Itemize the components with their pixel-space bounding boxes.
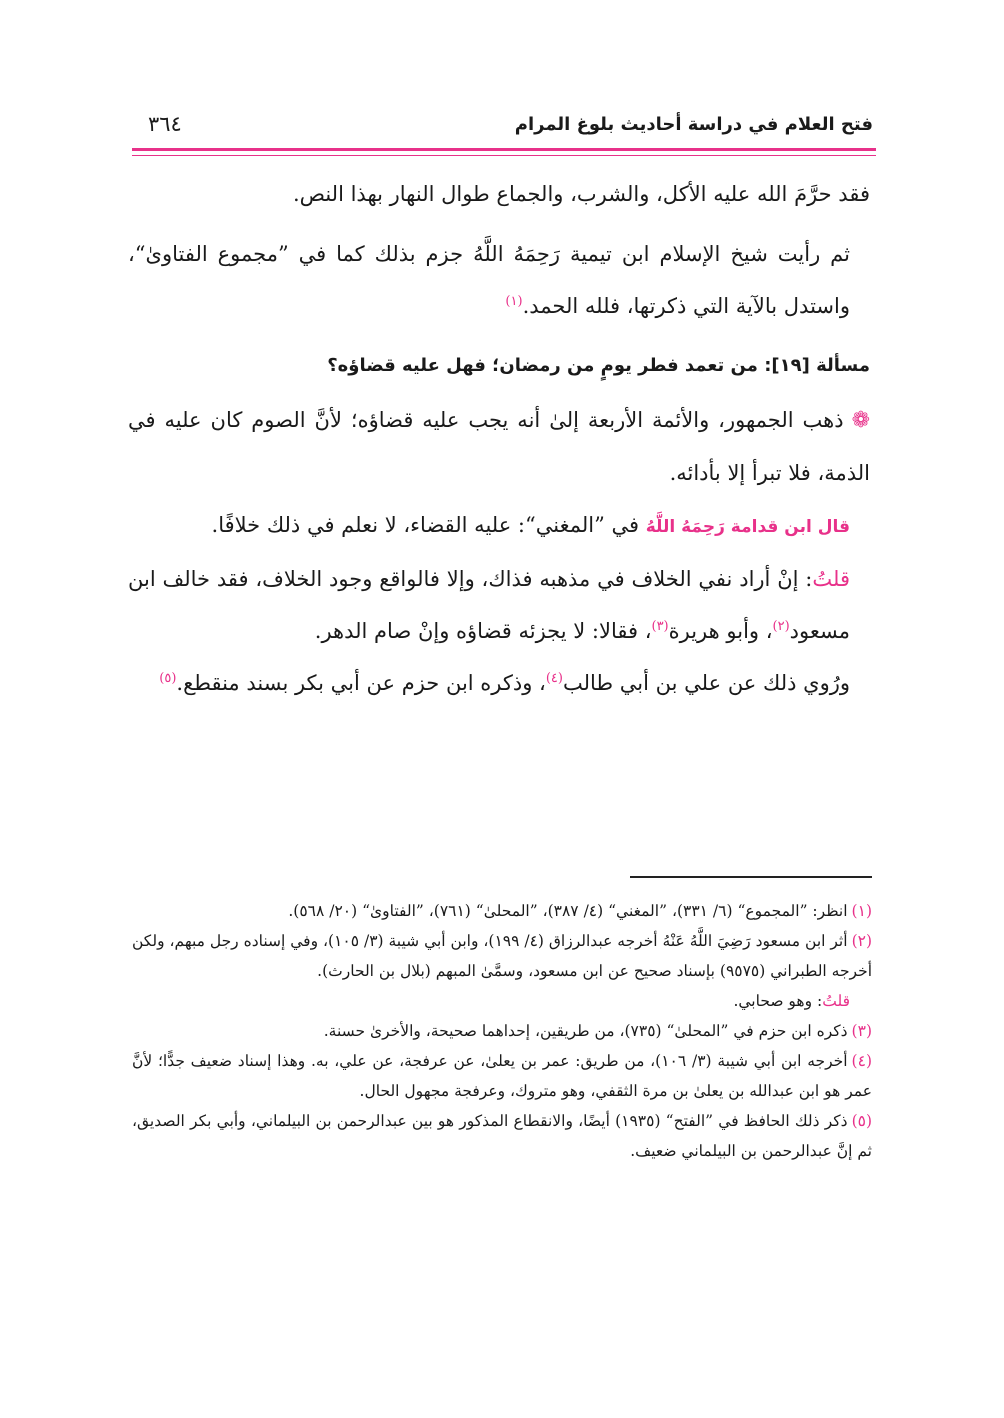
qultu-label: قلتُ	[812, 567, 850, 591]
issue-label: مسألة [١٩]:	[764, 355, 870, 376]
footnote-separator	[630, 876, 872, 878]
page-number: ٣٦٤	[148, 112, 182, 136]
footnote-2-number: (٢)	[851, 932, 873, 950]
footnote-5	[132, 1106, 872, 1166]
footnote-3-text: ذكره ابن حزم في ”المحلىٰ“ (٧٣٥)، من طريقين، إحداهما صحيحة، والأخرىٰ حسنة.	[323, 1022, 848, 1040]
flower-ornament-icon: ❁	[851, 408, 870, 433]
paragraph-6-text-b: ، وذكره ابن حزم عن أبي بكر بسند منقطع.	[176, 671, 546, 695]
paragraph-2-text: ثم رأيت شيخ الإسلام ابن تيمية رَحِمَهُ اللَّهُ جزم بذلك كما في ”مجموع الفتاوىٰ“، واستدل بالآية التي ذكرتها، فلله الحمد.	[128, 242, 850, 318]
footnote-1-number: (١)	[851, 902, 872, 920]
footnotes	[132, 896, 872, 1166]
footnote-2-comment	[132, 986, 872, 1016]
book-title: فتح العلام في دراسة أحاديث بلوغ المرام	[514, 114, 873, 135]
footnote-2-comment-text: : وهو صحابي.	[733, 992, 823, 1010]
footnote-ref-5[interactable]: (٥)	[159, 671, 177, 686]
footnote-ref-3[interactable]: (٣)	[651, 619, 669, 634]
footnote-4-number: (٤)	[851, 1052, 872, 1070]
issue-question: من تعمد فطر يومٍ من رمضان؛ فهل عليه قضاؤه؟	[327, 355, 758, 376]
header-rule-thin	[132, 155, 876, 156]
footnote-4-text: أخرجه ابن أبي شيبة (٣/ ١٠٦)، من طريق: عمر بن يعلىٰ، عن عرفجة، عن علي، به. وهذا إسناد ضعيف جدًّا؛ لأنَّ عمر هو ابن عبدالله بن يعلىٰ بن مرة الثقفي، وهو متروك، وعرفجة مجهول الحال.	[132, 1052, 872, 1100]
paragraph-3	[128, 394, 870, 499]
paragraph-5	[128, 553, 870, 657]
footnote-5-number: (٥)	[851, 1112, 873, 1130]
paragraph-3-text: ذهب الجمهور، والأئمة الأربعة إلىٰ أنه يجب عليه قضاؤه؛ لأنَّ الصوم كان عليه في الذمة، فلا تبرأ إلا بأدائه.	[128, 408, 870, 485]
quote-attribution: قال ابن قدامة رَحِمَهُ اللَّهُ	[645, 517, 850, 537]
footnote-ref-4[interactable]: (٤)	[545, 671, 563, 686]
issue-heading	[128, 346, 870, 386]
paragraph-4-text: في ”المغني“: عليه القضاء، لا نعلم في ذلك خلافًا.	[211, 513, 640, 537]
footnote-1-text: انظر: ”المجموع“ (٦/ ٣٣١)، ”المغني“ (٤/ ٣٨٧)، ”المحلىٰ“ (٧٦١)، ”الفتاوىٰ“ (٢٠/ ٥٦٨).	[288, 902, 848, 920]
footnote-5-text: ذكر ذلك الحافظ في ”الفتح“ (١٩٣٥) أيضًا، والانقطاع المذكور هو بين عبدالرحمن بن البيلماني، وأبي بكر الصديق، ثم إنَّ عبدالرحمن بن البيلماني ضعيف.	[132, 1112, 872, 1160]
paragraph-5-text-a: : إنْ أراد نفي الخلاف في مذهبه فذاك، وإلا فالواقع وجود الخلاف، فقد خالف ابن مسعود	[128, 567, 850, 643]
paragraph-1: فقد حرَّمَ الله عليه الأكل، والشرب، والجماع طوال النهار بهذا النص.	[292, 182, 870, 206]
footnote-4	[132, 1046, 872, 1106]
footnote-1	[132, 896, 872, 926]
paragraph-6	[128, 657, 870, 709]
footnote-3-number: (٣)	[851, 1022, 872, 1040]
footnote-ref-2[interactable]: (٢)	[772, 619, 790, 634]
footnote-3	[132, 1016, 872, 1046]
header-rule-thick	[132, 148, 876, 151]
paragraph-4	[128, 499, 870, 553]
footnote-ref-1[interactable]: (١)	[505, 294, 523, 309]
main-text	[128, 168, 870, 709]
footnote-2-text: أثر ابن مسعود رَضِيَ اللَّهُ عَنْهُ أخرجه عبدالرزاق (٤/ ١٩٩)، وابن أبي شيبة (٣/ ١٠٥)، وفي إسناده رجل مبهم، ولكن أخرجه الطبراني (٩٥٧٥) بإسناد صحيح عن ابن مسعود، وسمَّىٰ المبهم (بلال بن الحارث).	[132, 932, 872, 980]
paragraph-5-text-b: ، وأبو هريرة	[668, 619, 773, 643]
running-header	[130, 112, 875, 144]
footnote-2-qultu: قلتُ	[822, 992, 850, 1010]
paragraph-2	[128, 228, 870, 332]
footnote-2	[132, 926, 872, 986]
paragraph-5-text-c: ، فقالا: لا يجزئه قضاؤه وإنْ صام الدهر.	[314, 619, 652, 643]
paragraph-6-text-a: ورُوي ذلك عن علي بن أبي طالب	[562, 671, 850, 695]
